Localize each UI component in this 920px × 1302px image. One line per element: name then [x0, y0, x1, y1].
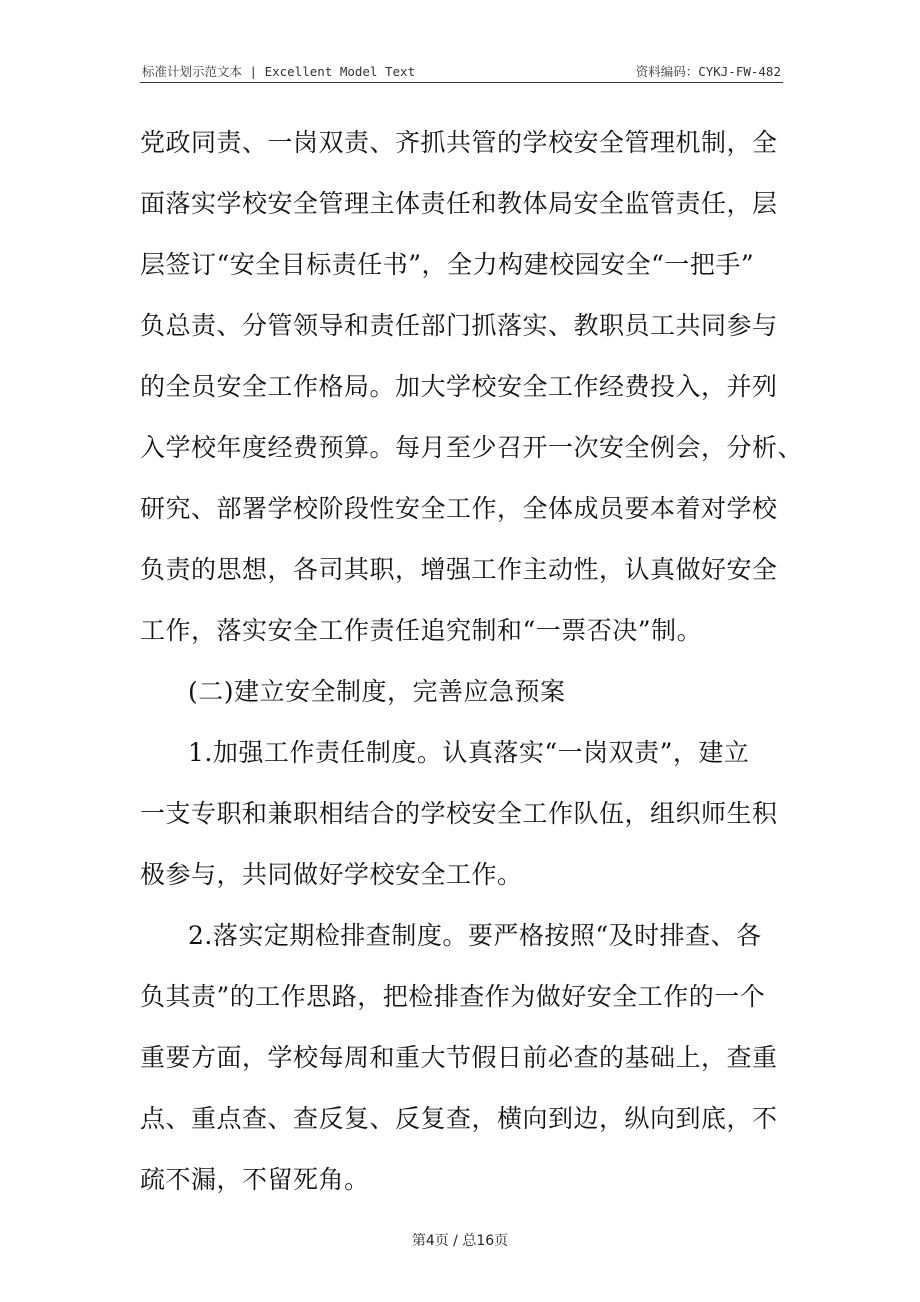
page-number: 第4页 / 总16页 — [411, 1233, 509, 1249]
page-header — [140, 58, 783, 83]
body-line: 负责的思想，各司其职，增强工作主动性，认真做好安全 — [140, 555, 778, 584]
body-line: 层签订“安全目标责任书”，全力构建校园安全“一把手” — [140, 250, 755, 279]
body-line: 负其责”的工作思路，把检排查作为做好安全工作的一个 — [140, 982, 766, 1011]
body-line: 1.加强工作责任制度。认真落实“一岗双责”，建立 — [188, 738, 750, 767]
page-footer — [0, 1230, 920, 1250]
body-line: 疏不漏，不留死角。 — [140, 1165, 370, 1194]
body-line: 入学校年度经费预算。每月至少召开一次安全例会，分析、 — [140, 433, 804, 462]
body-line: 极参与，共同做好学校安全工作。 — [140, 860, 523, 889]
header-doc-code: 资料编码：CYKJ-FW-482 — [635, 64, 781, 79]
body-line: 2.落实定期检排查制度。要严格按照“及时排查、各 — [188, 921, 762, 950]
document-body — [140, 112, 804, 1210]
body-line: 工作，落实安全工作责任追究制和“一票否决”制。 — [140, 616, 703, 645]
body-line: 一支专职和兼职相结合的学校安全工作队伍，组织师生积 — [140, 799, 778, 828]
section-heading: (二)建立安全制度，完善应急预案 — [188, 677, 566, 706]
header-title: 标准计划示范文本 | Excellent Model Text — [142, 64, 416, 79]
body-line: 面落实学校安全管理主体责任和教体局安全监管责任，层 — [140, 189, 778, 218]
body-line: 研究、部署学校阶段性安全工作，全体成员要本着对学校 — [140, 494, 778, 523]
body-line: 党政同责、一岗双责、齐抓共管的学校安全管理机制，全 — [140, 128, 778, 157]
body-line: 重要方面，学校每周和重大节假日前必查的基础上，查重 — [140, 1043, 778, 1072]
body-line: 的全员安全工作格局。加大学校安全工作经费投入，并列 — [140, 372, 778, 401]
body-line: 负总责、分管领导和责任部门抓落实、教职员工共同参与 — [140, 311, 778, 340]
body-line: 点、重点查、查反复、反复查，横向到边，纵向到底，不 — [140, 1104, 778, 1133]
